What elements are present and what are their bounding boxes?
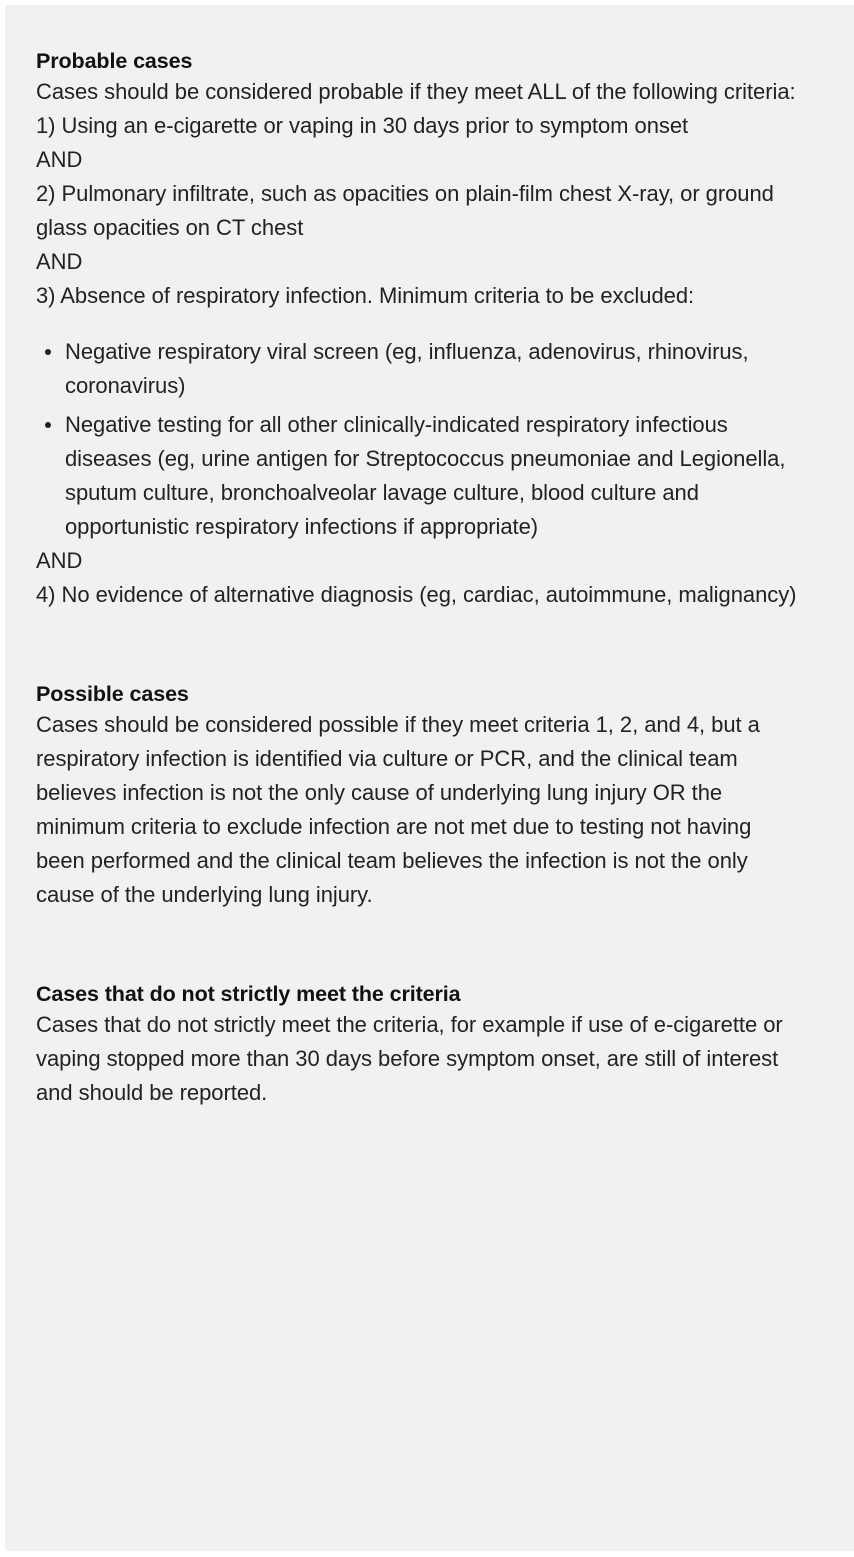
document-page: [5, 5, 854, 1551]
probable-intro-paragraph: Cases should be considered probable if they meet ALL of the following criteria:: [36, 79, 796, 104]
conjunction-and-3: AND: [36, 548, 83, 573]
list-item-label: Negative testing for all other clinically-indicated respiratory infectious diseases (eg, urine antigen for Streptococcus pneumoniae and Legionella, sputum culture, bronchoalveolar lavage culture, blood culture and opportunistic respiratory infections if appropriate): [65, 412, 786, 539]
heading-probable-cases: Probable cases: [36, 49, 193, 73]
conjunction-and-2: AND: [36, 249, 83, 274]
bullet-point-icon: [45, 349, 51, 355]
not-strictly-meeting-paragraph: Cases that do not strictly meet the criteria, for example if use of e-cigarette or vaping stopped more than 30 days before symptom onset, are still of interest and should be reported.: [36, 1012, 783, 1105]
bullet-point-icon: [45, 422, 51, 428]
criterion-3: 3) Absence of respiratory infection. Minimum criteria to be excluded:: [36, 283, 695, 308]
criterion-1: 1) Using an e-cigarette or vaping in 30 days prior to symptom onset: [36, 113, 689, 138]
list-item: [36, 335, 800, 403]
possible-cases-paragraph: Cases should be considered possible if they meet criteria 1, 2, and 4, but a respiratory infection is identified via culture or PCR, and the clinical team believes infection is not the only cause of underlying lung injury OR the minimum criteria to exclude infection are not met due to testing not having been performed and the clinical team believes the infection is not the only cause of the underlying lung injury.: [36, 712, 760, 907]
document-content: [36, 5, 800, 1110]
list-item: [36, 408, 800, 544]
list-item-label: Negative respiratory viral screen (eg, influenza, adenovirus, rhinovirus, coronavirus): [65, 339, 749, 398]
conjunction-and-1: AND: [36, 147, 83, 172]
heading-cases-not-strictly-meeting-criteria: Cases that do not strictly meet the criteria: [36, 982, 461, 1006]
heading-possible-cases: Possible cases: [36, 682, 189, 706]
exclusion-criteria-list: [36, 335, 800, 544]
criterion-4: 4) No evidence of alternative diagnosis (eg, cardiac, autoimmune, malignancy): [36, 582, 797, 607]
criterion-2: 2) Pulmonary infiltrate, such as opacities on plain-film chest X-ray, or ground glass opacities on CT chest: [36, 181, 774, 240]
